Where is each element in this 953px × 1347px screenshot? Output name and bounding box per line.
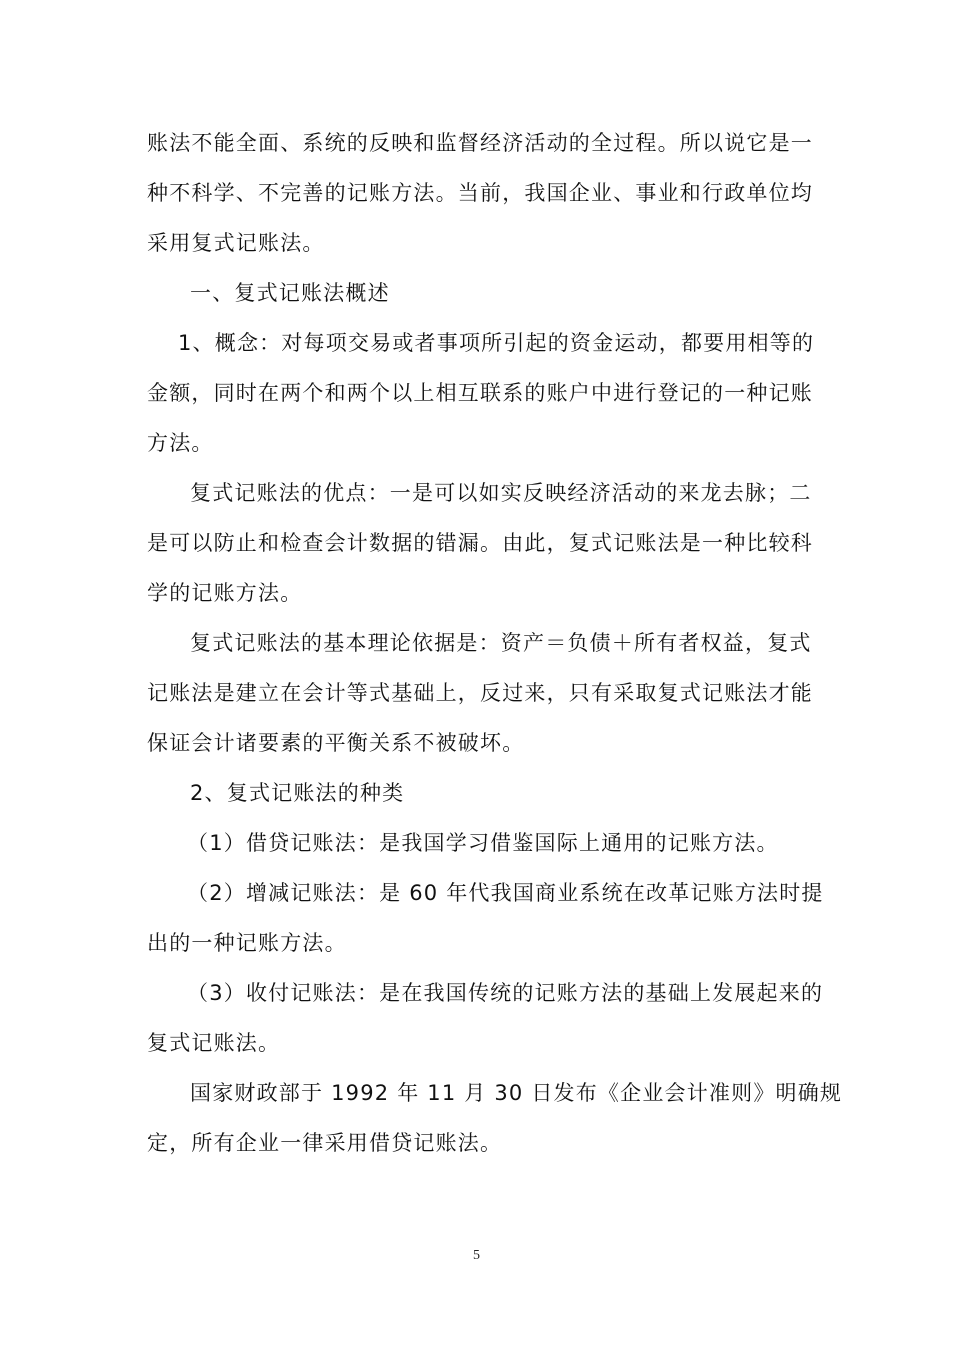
text-line-2: 种不科学、不完善的记账方法。当前，我国企业、事业和行政单位均 — [147, 181, 813, 205]
section-heading-2: 2、复式记账法的种类 — [190, 781, 405, 805]
text-line-12: 记账法是建立在会计等式基础上，反过来，只有采取复式记账法才能 — [147, 681, 813, 705]
text-line-11: 复式记账法的基本理论依据是：资产＝负债＋所有者权益，复式 — [190, 631, 812, 655]
text-line-5: 1、概念：对每项交易或者事项所引起的资金运动，都要用相等的 — [178, 331, 815, 355]
text-line-13: 保证会计诸要素的平衡关系不被破坏。 — [147, 731, 525, 755]
text-line-16: （2）增减记账法：是 60 年代我国商业系统在改革记账方法时提 — [187, 881, 824, 905]
text-line-7: 方法。 — [147, 431, 214, 455]
text-line-3: 采用复式记账法。 — [147, 231, 325, 255]
text-line-19: 复式记账法。 — [147, 1031, 281, 1055]
text-line-18: （3）收付记账法：是在我国传统的记账方法的基础上发展起来的 — [187, 981, 824, 1005]
text-line-1: 账法不能全面、系统的反映和监督经济活动的全过程。所以说它是一 — [147, 131, 813, 155]
text-line-21: 定，所有企业一律采用借贷记账法。 — [147, 1131, 503, 1155]
text-line-20: 国家财政部于 1992 年 11 月 30 日发布《企业会计准则》明确规 — [190, 1081, 843, 1105]
text-line-17: 出的一种记账方法。 — [147, 931, 347, 955]
text-line-8: 复式记账法的优点：一是可以如实反映经济活动的来龙去脉；二 — [190, 481, 812, 505]
text-line-6: 金额，同时在两个和两个以上相互联系的账户中进行登记的一种记账 — [147, 381, 813, 405]
section-heading-1: 一、复式记账法概述 — [190, 281, 390, 305]
text-line-9: 是可以防止和检查会计数据的错漏。由此，复式记账法是一种比较科 — [147, 531, 813, 555]
text-line-15: （1）借贷记账法：是我国学习借鉴国际上通用的记账方法。 — [187, 831, 779, 855]
body-text — [147, 118, 843, 1168]
text-line-10: 学的记账方法。 — [147, 581, 303, 605]
page-number: 5 — [473, 1248, 480, 1263]
